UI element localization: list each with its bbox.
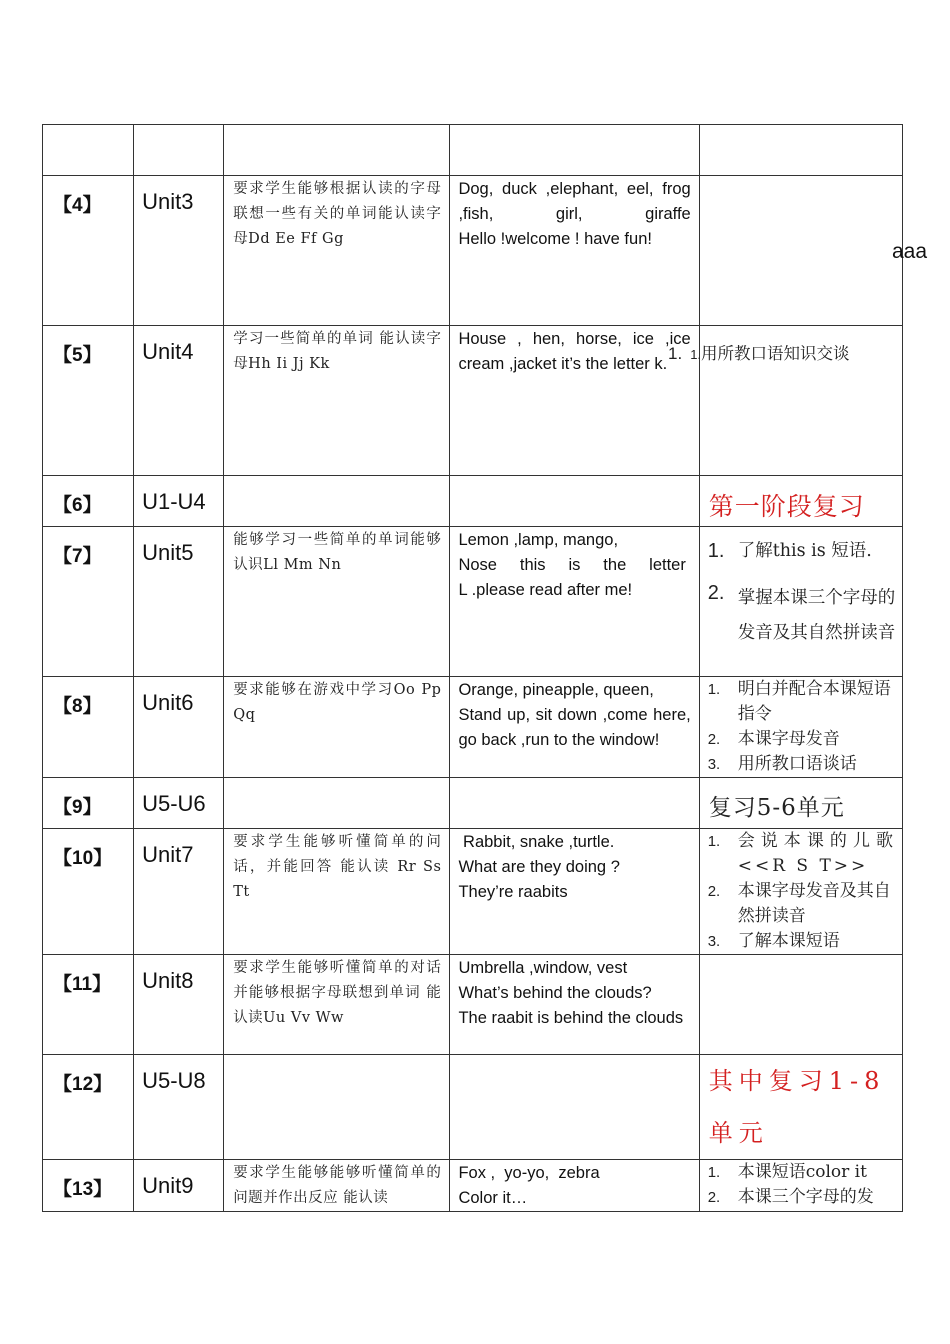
vocab-line: Stand up, sit down ,come here, go back ,run to the window! bbox=[458, 706, 691, 749]
stray-text: aaa bbox=[892, 240, 928, 263]
goal-cell bbox=[224, 125, 450, 176]
objective-item: 1. 本课短语color it bbox=[707, 1162, 867, 1182]
table-row bbox=[43, 829, 903, 955]
review-label: 其中复习1-8单元 bbox=[699, 1055, 902, 1160]
objective-cell bbox=[699, 125, 902, 176]
vocab-line: House , hen, horse, ice ,ice cream ,jacket it’s the letter k. bbox=[458, 330, 691, 373]
week-cell: 【4】 bbox=[43, 176, 134, 326]
objective-cell bbox=[699, 176, 902, 326]
table-row bbox=[43, 476, 903, 527]
goal-cell bbox=[224, 476, 450, 527]
unit-cell: U5-U6 bbox=[134, 778, 224, 829]
objective-cell bbox=[699, 955, 902, 1055]
objective-item: 1. 了解this is 短语. bbox=[707, 540, 872, 562]
vocab-cell bbox=[450, 778, 699, 829]
week-cell: 【9】 bbox=[43, 778, 134, 829]
objective-list bbox=[708, 534, 896, 651]
week-cell: 【7】 bbox=[43, 527, 134, 677]
vocab-line: The raabit is behind the clouds bbox=[458, 1009, 684, 1027]
week-cell: 【6】 bbox=[43, 476, 134, 527]
table-row bbox=[43, 955, 903, 1055]
week-cell: 【13】 bbox=[43, 1160, 134, 1212]
stray-objective-note: 1. 1.用所教口语知识交谈 bbox=[668, 344, 850, 363]
objective-item: 2. 掌握本课三个字母的发音及其自然拼读音 bbox=[707, 582, 896, 643]
review-label: 复习5-6单元 bbox=[699, 778, 902, 829]
vocab-line: Fox , yo-yo, zebra bbox=[458, 1164, 600, 1182]
objective-list bbox=[708, 677, 896, 777]
objective-list bbox=[708, 1160, 896, 1210]
unit-cell: Unit9 bbox=[134, 1160, 224, 1212]
unit-cell bbox=[134, 125, 224, 176]
week-cell: 【5】 bbox=[43, 326, 134, 476]
table-row bbox=[43, 677, 903, 778]
vocab-cell bbox=[450, 326, 699, 476]
goal-cell bbox=[224, 1055, 450, 1160]
unit-cell: Unit6 bbox=[134, 677, 224, 778]
unit-cell: Unit8 bbox=[134, 955, 224, 1055]
vocab-line: Rabbit, snake ,turtle. bbox=[458, 833, 615, 851]
goal-cell: 要求学生能够听懂简单的对话并能够根据字母联想到单词 能认读Uu Vv Ww bbox=[224, 955, 450, 1055]
vocab-line: Hello !welcome ! have fun! bbox=[458, 230, 652, 248]
unit-cell: Unit3 bbox=[134, 176, 224, 326]
vocab-line: Orange, pineapple, queen, bbox=[458, 681, 654, 699]
objective-item: 3. 了解本课短语 bbox=[707, 931, 840, 951]
vocab-cell bbox=[450, 1055, 699, 1160]
week-cell: 【11】 bbox=[43, 955, 134, 1055]
objective-item: 2. 本课三个字母的发 bbox=[707, 1187, 874, 1207]
vocab-line: L .please read after me! bbox=[458, 581, 633, 599]
objective-item: 2. 本课字母发音 bbox=[707, 729, 840, 749]
objective-cell bbox=[699, 829, 902, 955]
objective-list bbox=[708, 829, 896, 954]
review-label: 第一阶段复习 bbox=[699, 476, 902, 527]
vocab-cell bbox=[450, 476, 699, 527]
objective-item: 1. 明白并配合本课短语指令 bbox=[707, 679, 891, 724]
goal-cell: 学习一些简单的单词 能认读字母Hh Ii Jj Kk bbox=[224, 326, 450, 476]
vocab-cell bbox=[450, 955, 699, 1055]
unit-cell: Unit7 bbox=[134, 829, 224, 955]
vocab-line: Nose this is the letter bbox=[458, 556, 686, 574]
unit-cell: Unit4 bbox=[134, 326, 224, 476]
vocab-line: Dog, duck ,elephant, eel, frog ,fish, girl, giraffe bbox=[458, 180, 691, 223]
goal-cell: 能够学习一些简单的单词能够认识Ll Mm Nn bbox=[224, 527, 450, 677]
objective-item: 2. 本课字母发音及其自然拼读音 bbox=[707, 881, 891, 926]
objective-cell bbox=[699, 527, 902, 677]
table-row bbox=[43, 1055, 903, 1160]
table-row bbox=[43, 1160, 903, 1212]
unit-cell: U5-U8 bbox=[134, 1055, 224, 1160]
vocab-cell bbox=[450, 125, 699, 176]
unit-cell: U1-U4 bbox=[134, 476, 224, 527]
lesson-plan-table bbox=[42, 124, 903, 1212]
vocab-cell bbox=[450, 527, 699, 677]
week-cell bbox=[43, 125, 134, 176]
vocab-cell bbox=[450, 677, 699, 778]
vocab-line: What are they doing ? bbox=[458, 858, 620, 876]
goal-cell bbox=[224, 778, 450, 829]
objective-item: 1. 会说本课的儿歌<<R S T>> bbox=[707, 831, 896, 876]
goal-cell: 要求学生能够能够听懂简单的问题并作出反应 能认读 bbox=[224, 1160, 450, 1212]
vocab-cell bbox=[450, 176, 699, 326]
vocab-cell bbox=[450, 829, 699, 955]
vocab-line: They’re raabits bbox=[458, 883, 568, 901]
table-row bbox=[43, 125, 903, 176]
objective-cell bbox=[699, 677, 902, 778]
vocab-line: What’s behind the clouds? bbox=[458, 984, 652, 1002]
goal-cell: 要求能够在游戏中学习Oo Pp Qq bbox=[224, 677, 450, 778]
week-cell: 【8】 bbox=[43, 677, 134, 778]
goal-cell: 要求学生能够听懂简单的问话，并能回答 能认读 Rr Ss Tt bbox=[224, 829, 450, 955]
objective-item: 3. 用所教口语谈话 bbox=[707, 754, 857, 774]
table-row bbox=[43, 527, 903, 677]
week-cell: 【10】 bbox=[43, 829, 134, 955]
week-cell: 【12】 bbox=[43, 1055, 134, 1160]
vocab-line: Lemon ,lamp, mango, bbox=[458, 531, 619, 549]
vocab-line: Color it… bbox=[458, 1189, 528, 1207]
vocab-line: Umbrella ,window, vest bbox=[458, 959, 628, 977]
table-row bbox=[43, 778, 903, 829]
table-row bbox=[43, 176, 903, 326]
objective-cell bbox=[699, 1160, 902, 1212]
vocab-cell bbox=[450, 1160, 699, 1212]
unit-cell: Unit5 bbox=[134, 527, 224, 677]
goal-cell: 要求学生能够根据认读的字母联想一些有关的单词能认读字母Dd Ee Ff Gg bbox=[224, 176, 450, 326]
